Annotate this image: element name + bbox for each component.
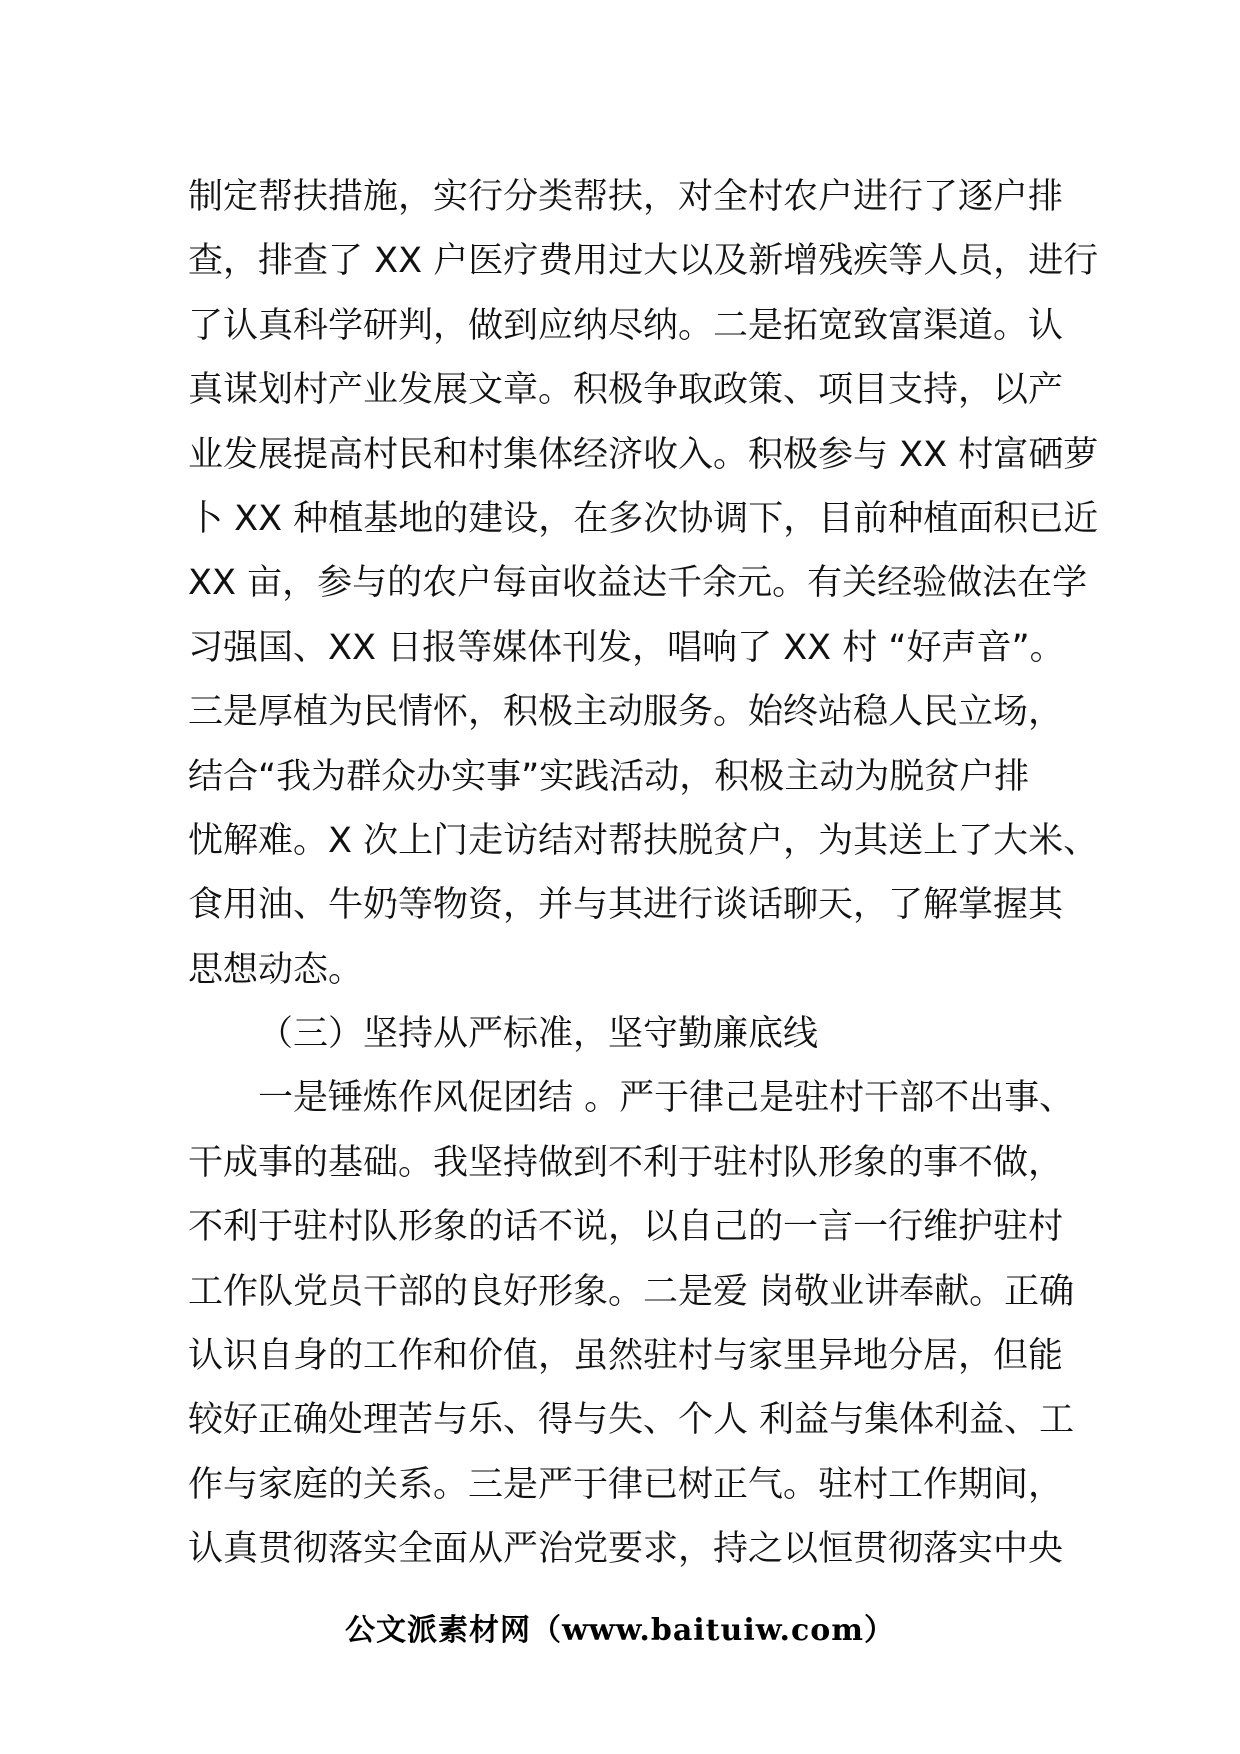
text-line: 认识自身的工作和价值，虽然驻村与家里异地分居，但能 (188, 1336, 1064, 1377)
text-line: 工作队党员干部的良好形象。二是爱 岗敬业讲奉献。正确 (188, 1271, 1075, 1312)
section-heading: （三）坚持从严标准，坚守勤廉底线 (258, 1014, 819, 1055)
text-line: 真谋划村产业发展文章。积极争取政策、项目支持，以产 (188, 370, 1064, 411)
footer-watermark: 公文派素材网（www.baituiw.com） (344, 1613, 896, 1648)
text-line: 较好正确处理苦与乐、得与失、个人 利益与集体利益、工 (188, 1400, 1075, 1441)
text-line: 查，排查了 XX 户医疗费用过大以及新增残疾等人员，进行 (188, 241, 1099, 282)
text-line: 业发展提高村民和村集体经济收入。积极参与 XX 村富硒萝 (188, 434, 1099, 475)
document-body (188, 165, 1099, 1582)
text-line: 三是厚植为民情怀，积极主动服务。始终站稳人民立场， (188, 692, 1064, 733)
text-line: 作与家庭的关系。三是严于律已树正气。驻村工作期间， (188, 1464, 1064, 1505)
paragraph-start-line: 一是锤炼作风促团结 。严于律己是驻村干部不出事、 (258, 1078, 1075, 1119)
text-line: 卜 XX 种植基地的建设，在多次协调下，目前种植面积已近 (188, 498, 1099, 539)
text-line: 结合“我为群众办实事”实践活动，积极主动为脱贫户排 (188, 756, 1030, 797)
text-line: 习强国、XX 日报等媒体刊发，唱响了 XX 村 “好声音”。 (188, 627, 1065, 668)
text-line: 认真贯彻落实全面从严治党要求，持之以恒贯彻落实中央 (188, 1529, 1064, 1570)
text-line: 食用油、牛奶等物资，并与其进行谈话聊天，了解掌握其 (188, 885, 1064, 926)
text-line: 了认真科学研判，做到应纳尽纳。二是拓宽致富渠道。认 (188, 305, 1064, 346)
text-line: 不利于驻村队形象的话不说，以自己的一言一行维护驻村 (188, 1207, 1064, 1248)
text-line: XX 亩，参与的农户每亩收益达千余元。有关经验做法在学 (188, 563, 1088, 604)
text-line: 制定帮扶措施，实行分类帮扶，对全村农户进行了逐户排 (188, 177, 1064, 217)
text-line: 思想动态。 (188, 949, 364, 990)
text-line: 忧解难。X 次上门走访结对帮扶脱贫户，为其送上了大米、 (188, 820, 1099, 861)
text-line: 干成事的基础。我坚持做到不利于驻村队形象的事不做， (188, 1142, 1064, 1183)
